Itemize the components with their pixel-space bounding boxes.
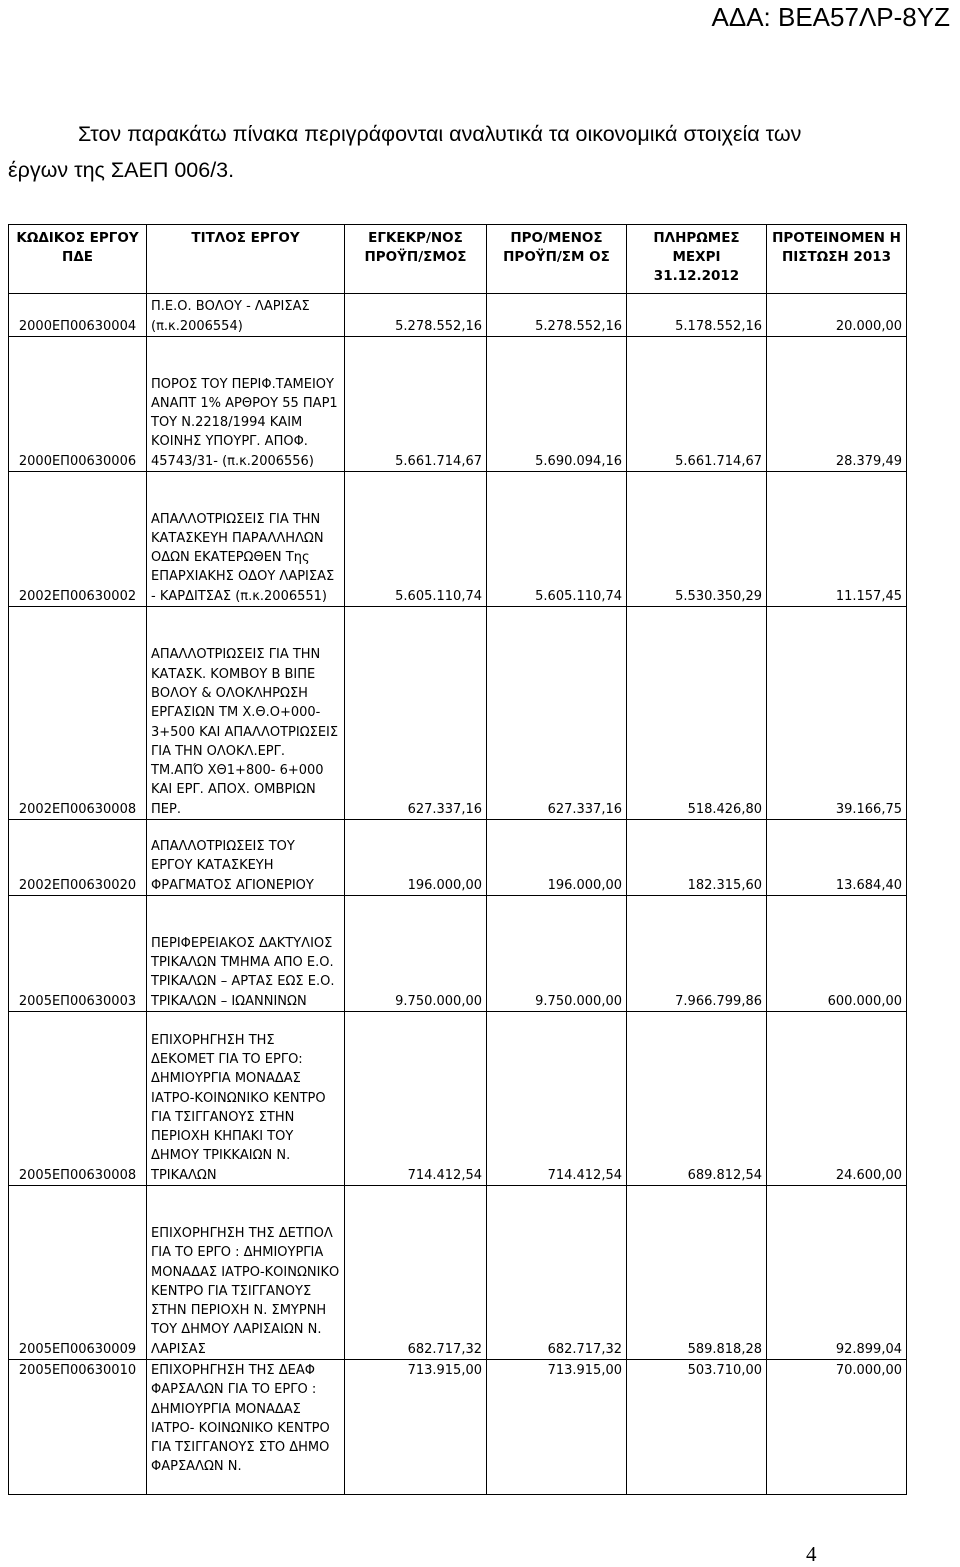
cell-proposed: 70.000,00	[767, 1360, 907, 1495]
cell-code: 2005ΕΠ00630010	[9, 1360, 147, 1495]
table-row	[9, 820, 907, 896]
cell-title: ΕΠΙΧΟΡΗΓΗΣΗ ΤΗΣ ΔΕΤΠΟΛ ΓΙΑ ΤΟ ΕΡΓΟ : ΔΗΜΙΟΥΡΓΙΑ ΜΟΝΑΔΑΣ ΙΑΤΡΟ-ΚΟΙΝΩΝΙΚΟ ΚΕΝΤΡΟ ΓΙΑ ΤΣΙΓΓΑΝΟΥΣ ΣΤΗΝ ΠΕΡΙΟΧΗ Ν. ΣΜΥΡΝΗ ΤΟΥ ΔΗΜΟΥ ΛΑΡΙΣΑΙΩΝ Ν. ΛΑΡΙΣΑΣ	[147, 1186, 345, 1360]
header-payments: ΠΛΗΡΩΜΕΣ ΜΕΧΡΙ 31.12.2012	[627, 225, 767, 294]
cell-payments: 5.178.552,16	[627, 294, 767, 337]
cell-payments: 518.426,80	[627, 607, 767, 820]
cell-approved: 627.337,16	[345, 607, 487, 820]
cell-code: 2002ΕΠ00630008	[9, 607, 147, 820]
cell-projected: 713.915,00	[487, 1360, 627, 1495]
cell-proposed: 11.157,45	[767, 472, 907, 607]
cell-projected: 5.690.094,16	[487, 337, 627, 472]
header-code: ΚΩΔΙΚΟΣ ΕΡΓΟΥ ΠΔΕ	[9, 225, 147, 294]
cell-projected: 714.412,54	[487, 1012, 627, 1186]
table-row	[9, 1360, 907, 1495]
cell-approved: 682.717,32	[345, 1186, 487, 1360]
cell-title: Π.Ε.Ο. ΒΟΛΟΥ - ΛΑΡΙΣΑΣ (π.κ.2006554)	[147, 294, 345, 337]
table-row	[9, 337, 907, 472]
cell-proposed: 92.899,04	[767, 1186, 907, 1360]
cell-proposed: 39.166,75	[767, 607, 907, 820]
cell-proposed: 28.379,49	[767, 337, 907, 472]
cell-title: ΑΠΑΛΛΟΤΡΙΩΣΕΙΣ ΤΟΥ ΕΡΓΟΥ ΚΑΤΑΣΚΕΥΗ ΦΡΑΓΜΑΤΟΣ ΑΓΙΟΝΕΡΙΟΥ	[147, 820, 345, 896]
cell-proposed: 20.000,00	[767, 294, 907, 337]
cell-approved: 714.412,54	[345, 1012, 487, 1186]
intro-paragraph	[8, 116, 908, 188]
cell-projected: 682.717,32	[487, 1186, 627, 1360]
cell-projected: 9.750.000,00	[487, 896, 627, 1012]
cell-code: 2000ΕΠ00630004	[9, 294, 147, 337]
cell-projected: 627.337,16	[487, 607, 627, 820]
header-approved-budget: ΕΓΚΕΚΡ/ΝΟΣ ΠΡΟΫΠ/ΣΜΟΣ	[345, 225, 487, 294]
cell-projected: 5.278.552,16	[487, 294, 627, 337]
cell-projected: 5.605.110,74	[487, 472, 627, 607]
cell-code: 2005ΕΠ00630009	[9, 1186, 147, 1360]
cell-code: 2002ΕΠ00630020	[9, 820, 147, 896]
cell-approved: 5.278.552,16	[345, 294, 487, 337]
cell-title: ΠΟΡΟΣ ΤΟΥ ΠΕΡΙΦ.ΤΑΜΕΙΟΥ ΑΝΑΠΤ 1% ΑΡΘΡΟΥ 55 ΠΑΡ1 ΤΟΥ Ν.2218/1994 ΚΑΙΜ ΚΟΙΝΗΣ ΥΠΟΥΡΓ. ΑΠΟΦ. 45743/31- (π.κ.2006556)	[147, 337, 345, 472]
header-proposed-credit: ΠΡΟΤΕΙΝΟΜΕΝ Η ΠΙΣΤΩΣΗ 2013	[767, 225, 907, 294]
table-row	[9, 472, 907, 607]
table-row	[9, 896, 907, 1012]
cell-approved: 196.000,00	[345, 820, 487, 896]
table-row	[9, 607, 907, 820]
ada-header: ΑΔΑ: ΒΕΑ57ΛΡ-8ΥΖ	[711, 2, 950, 32]
cell-title: ΕΠΙΧΟΡΗΓΗΣΗ ΤΗΣ ΔΕΚΟΜΕΤ ΓΙΑ ΤΟ ΕΡΓΟ: ΔΗΜΙΟΥΡΓΙΑ ΜΟΝΑΔΑΣ ΙΑΤΡΟ-ΚΟΙΝΩΝΙΚΟ ΚΕΝΤΡΟ ΓΙΑ ΤΣΙΓΓΑΝΟΥΣ ΣΤΗΝ ΠΕΡΙΟΧΗ ΚΗΠΑΚΙ ΤΟΥ ΔΗΜΟΥ ΤΡΙΚΚΑΙΩΝ Ν. ΤΡΙΚΑΛΩΝ	[147, 1012, 345, 1186]
cell-payments: 5.530.350,29	[627, 472, 767, 607]
intro-line-1: Στον παρακάτω πίνακα περιγράφονται αναλυτικά τα οικονομικά στοιχεία των	[78, 122, 802, 146]
cell-proposed: 13.684,40	[767, 820, 907, 896]
cell-approved: 5.661.714,67	[345, 337, 487, 472]
page-number: 4	[806, 1542, 817, 1566]
cell-approved: 5.605.110,74	[345, 472, 487, 607]
cell-title: ΠΕΡΙΦΕΡΕΙΑΚΟΣ ΔΑΚΤΥΛΙΟΣ ΤΡΙΚΑΛΩΝ ΤΜΗΜΑ ΑΠΟ Ε.Ο. ΤΡΙΚΑΛΩΝ – ΑΡΤΑΣ ΕΩΣ Ε.Ο. ΤΡΙΚΑΛΩΝ – ΙΩΑΝΝΙΝΩΝ	[147, 896, 345, 1012]
projects-table	[8, 224, 907, 1495]
table-row	[9, 1186, 907, 1360]
table-row	[9, 294, 907, 337]
header-projected-budget: ΠΡΟ/ΜΕΝΟΣ ΠΡΟΫΠ/ΣΜ ΟΣ	[487, 225, 627, 294]
cell-approved: 713.915,00	[345, 1360, 487, 1495]
table-row	[9, 1012, 907, 1186]
cell-code: 2005ΕΠ00630003	[9, 896, 147, 1012]
cell-code: 2002ΕΠ00630002	[9, 472, 147, 607]
cell-payments: 7.966.799,86	[627, 896, 767, 1012]
cell-code: 2005ΕΠ00630008	[9, 1012, 147, 1186]
cell-approved: 9.750.000,00	[345, 896, 487, 1012]
intro-line-2: έργων της ΣΑΕΠ 006/3.	[8, 158, 235, 182]
cell-payments: 689.812,54	[627, 1012, 767, 1186]
table-header-row	[9, 225, 907, 294]
cell-title: ΑΠΑΛΛΟΤΡΙΩΣΕΙΣ ΓΙΑ ΤΗΝ ΚΑΤΑΣΚ. ΚΟΜΒΟΥ Β ΒΙΠΕ ΒΟΛΟΥ & ΟΛΟΚΛΗΡΩΣΗ ΕΡΓΑΣΙΩΝ ΤΜ Χ.Θ.Ο+000-3+500 ΚΑΙ ΑΠΑΛΛΟΤΡΙΩΣΕΙΣ ΓΙΑ ΤΗΝ ΟΛΟΚΛ.ΕΡΓ. ΤΜ.ΑΠΌ ΧΘ1+800- 6+000 ΚΑΙ ΕΡΓ. ΑΠΟΧ. ΟΜΒΡΙΩΝ ΠΕΡ.	[147, 607, 345, 820]
cell-payments: 182.315,60	[627, 820, 767, 896]
cell-payments: 503.710,00	[627, 1360, 767, 1495]
cell-projected: 196.000,00	[487, 820, 627, 896]
header-title: ΤΙΤΛΟΣ ΕΡΓΟΥ	[147, 225, 345, 294]
cell-proposed: 24.600,00	[767, 1012, 907, 1186]
cell-payments: 5.661.714,67	[627, 337, 767, 472]
cell-proposed: 600.000,00	[767, 896, 907, 1012]
cell-code: 2000ΕΠ00630006	[9, 337, 147, 472]
cell-payments: 589.818,28	[627, 1186, 767, 1360]
cell-title: ΕΠΙΧΟΡΗΓΗΣΗ ΤΗΣ ΔΕΑΦ ΦΑΡΣΑΛΩΝ ΓΙΑ ΤΟ ΕΡΓΟ : ΔΗΜΙΟΥΡΓΙΑ ΜΟΝΑΔΑΣ ΙΑΤΡΟ- ΚΟΙΝΩΝΙΚΟ ΚΕΝΤΡΟ ΓΙΑ ΤΣΙΓΓΑΝΟΥΣ ΣΤΟ ΔΗΜΟ ΦΑΡΣΑΛΩΝ Ν.	[147, 1360, 345, 1495]
cell-title: ΑΠΑΛΛΟΤΡΙΩΣΕΙΣ ΓΙΑ ΤΗΝ ΚΑΤΑΣΚΕΥΗ ΠΑΡΑΛΛΗΛΩΝ ΟΔΩΝ ΕΚΑΤΕΡΩΘΕΝ Της ΕΠΑΡΧΙΑΚΗΣ ΟΔΟΥ ΛΑΡΙΣΑΣ - ΚΑΡΔΙΤΣΑΣ (π.κ.2006551)	[147, 472, 345, 607]
